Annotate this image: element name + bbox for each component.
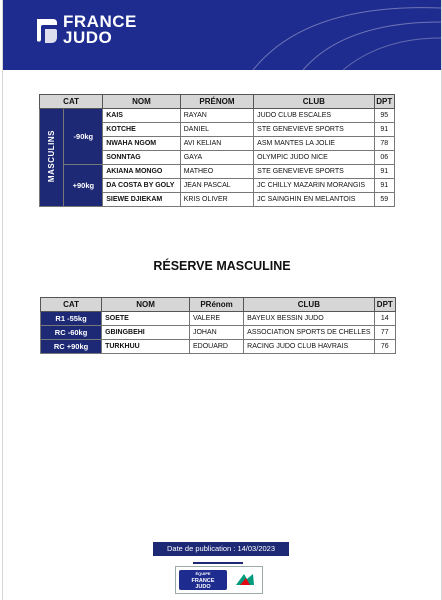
header-nom: NOM (103, 95, 181, 109)
reserve-table (40, 297, 396, 354)
athlete-club: JC CHILLY MAZARIN MORANGIS (254, 179, 374, 193)
weight-category: +90kg (64, 165, 103, 207)
athlete-firstname: GAYA (180, 151, 253, 165)
table-row (41, 312, 396, 326)
header-cat: CAT (40, 95, 103, 109)
athlete-dpt: 77 (374, 326, 395, 340)
header-club: CLUB (254, 95, 374, 109)
group-label-cell (40, 109, 64, 207)
header-cat: CAT (41, 298, 102, 312)
athlete-dpt: 91 (374, 123, 394, 137)
athlete-club: JUDO CLUB ESCALES (254, 109, 374, 123)
france-judo-logo (33, 14, 137, 46)
athlete-dpt: 14 (374, 312, 395, 326)
header-prenom: PRénom (189, 298, 243, 312)
partner-line-3: JUDO (195, 584, 211, 590)
header-club: CLUB (244, 298, 374, 312)
athlete-name: AKIANA MONGO (103, 165, 181, 179)
section-title: RÉSERVE MASCULINE (153, 259, 291, 273)
athlete-firstname: AVI KELIAN (180, 137, 253, 151)
athlete-dpt: 76 (374, 340, 395, 354)
athlete-firstname: JOHAN (189, 326, 243, 340)
athlete-name: SONNTAG (103, 151, 181, 165)
publication-date: Date de publication : 14/03/2023 (153, 542, 289, 556)
header-prenom: PRÉNOM (180, 95, 253, 109)
athlete-firstname: EDOUARD (189, 340, 243, 354)
credit-agricole-logo-icon (234, 571, 256, 589)
athlete-club: ASM MANTES LA JOLIE (254, 137, 374, 151)
table-row (40, 109, 395, 123)
france-judo-emblem-icon (33, 15, 59, 45)
athlete-dpt: 95 (374, 109, 394, 123)
partner-line-1: ÉQUIPE (195, 571, 211, 576)
table-row (41, 326, 396, 340)
athlete-firstname: JEAN PASCAL (180, 179, 253, 193)
athlete-name: DA COSTA BY GOLY (103, 179, 181, 193)
footer-divider (193, 562, 243, 564)
athlete-club: RACING JUDO CLUB HAVRAIS (244, 340, 374, 354)
athlete-club: STE GENEVIEVE SPORTS (254, 165, 374, 179)
athlete-firstname: MATHEO (180, 165, 253, 179)
table-header-row (41, 298, 396, 312)
athlete-name: SOETE (102, 312, 190, 326)
table-row (40, 165, 395, 179)
athlete-club: BAYEUX BESSIN JUDO (244, 312, 374, 326)
document-page (2, 0, 442, 600)
athlete-name: NWAHA NGOM (103, 137, 181, 151)
athlete-firstname: KRIS OLIVER (180, 193, 253, 207)
partner-line-2: FRANCE (191, 577, 215, 584)
athlete-name: SIEWE DJIEKAM (103, 193, 181, 207)
athlete-club: OLYMPIC JUDO NICE (254, 151, 374, 165)
athlete-dpt: 06 (374, 151, 394, 165)
athlete-name: KOTCHE (103, 123, 181, 137)
reserve-category: RC +90kg (41, 340, 102, 354)
table-row (41, 340, 396, 354)
athlete-dpt: 91 (374, 165, 394, 179)
athlete-name: GBINGBEHI (102, 326, 190, 340)
athlete-dpt: 59 (374, 193, 394, 207)
equipe-france-judo-logo (179, 570, 227, 590)
athlete-dpt: 78 (374, 137, 394, 151)
table-header-row (40, 95, 395, 109)
athlete-name: TURKHUU (102, 340, 190, 354)
header-nom: NOM (102, 298, 190, 312)
sponsor-footer (175, 566, 263, 594)
athlete-firstname: VALERE (189, 312, 243, 326)
header-banner (3, 0, 441, 70)
weight-category: -90kg (64, 109, 103, 165)
athlete-name: KAIS (103, 109, 181, 123)
masculins-table (39, 94, 395, 207)
header-dpt: DPT (374, 298, 395, 312)
brand-line-2: JUDO (63, 28, 113, 47)
athlete-firstname: DANIEL (180, 123, 253, 137)
group-label: MASCULINS (47, 130, 57, 183)
athlete-club: JC SAINGHIN EN MELANTOIS (254, 193, 374, 207)
reserve-category: RC -60kg (41, 326, 102, 340)
athlete-club: STE GENEVIEVE SPORTS (254, 123, 374, 137)
athlete-club: ASSOCIATION SPORTS DE CHELLES (244, 326, 374, 340)
reserve-category: R1 -55kg (41, 312, 102, 326)
brand-line-1: FRANCE (63, 12, 137, 31)
athlete-dpt: 91 (374, 179, 394, 193)
athlete-firstname: RAYAN (180, 109, 253, 123)
header-dpt: DPT (374, 95, 394, 109)
